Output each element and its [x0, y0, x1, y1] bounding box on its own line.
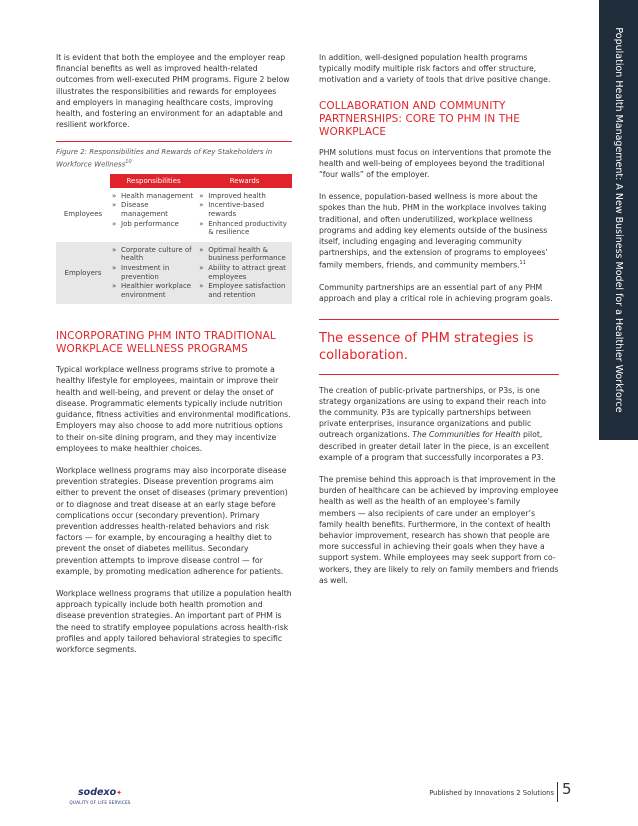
table-row-employers	[56, 242, 292, 305]
list-item: » Corporate culture of health	[112, 246, 195, 263]
footnote-ref: 11	[519, 260, 526, 267]
row-label-employees: Employees	[63, 210, 103, 219]
table-header-row	[56, 174, 292, 188]
paragraph-text: pilot, described in greater detail later in the piece, is an excellent example of a program that successfully incorporates a P3.	[319, 430, 549, 462]
list-item: » Job performance	[112, 220, 195, 229]
figure-caption	[56, 141, 292, 169]
employees-responsibilities	[110, 188, 197, 242]
left-column	[56, 52, 292, 666]
pullquote: The essence of PHM strategies is collaboration.	[319, 330, 534, 363]
pullquote-top-rule	[319, 319, 559, 320]
employers-responsibilities	[110, 242, 197, 305]
intro-paragraph: It is evident that both the employee and the employer reap financial benefits as well as improved health-related outcomes from well-executed PHM programs. Figure 2 below illustrates the responsibilities and rewards for employees and employers in managing healthcare costs, improving health, and fostering an environment for an adaptable and resilient workforce.	[56, 53, 290, 130]
list-item: » Ability to attract great employees	[199, 264, 290, 281]
list-item: » Disease management	[112, 201, 195, 218]
row-label-employers: Employers	[56, 242, 110, 305]
paragraph-p3s	[319, 385, 559, 463]
table-header-rewards: Rewards	[197, 174, 292, 188]
sidebar-banner	[599, 0, 638, 440]
list-item: » Healthier workplace environment	[112, 282, 195, 299]
employees-rewards	[197, 188, 292, 242]
list-item: » Health management	[112, 192, 195, 201]
paragraph-text: In essence, population-based wellness is more about the spokes than the hub. PHM in the workplace involves taking traditional, and often underutilized, workplace wellness programs and adding key elements outside of the business itself, including engaging and leveraging community partnerships, and the extension of programs to employees’ family members, friends, and community members.	[319, 192, 548, 270]
footer-published-by: Published by Innovations 2 Solutions	[429, 789, 554, 797]
paragraph-with-ref	[319, 191, 559, 271]
logo-tagline: QUALITY OF LIFE SERVICES	[69, 800, 131, 805]
logo-wordmark: sodexo	[78, 787, 117, 798]
list-item: » Enhanced productivity & resilience	[199, 220, 290, 237]
paragraph: In addition, well-designed population health programs typically modify multiple risk factors and offer structure, motivation and a variety of tools that drive positive change.	[319, 53, 551, 85]
sodexo-logo	[60, 780, 140, 805]
footer-divider	[557, 782, 558, 802]
figure-caption-ref: 10	[125, 158, 132, 165]
section-heading-collaboration: COLLABORATION AND COMMUNITY PARTNERSHIPS: CORE TO PHM IN THE WORKPLACE	[319, 99, 521, 138]
list-item: » Employee satisfaction and retention	[199, 282, 290, 299]
right-column	[319, 52, 559, 597]
table-header-responsibilities: Responsibilities	[110, 174, 197, 188]
paragraph-text: The creation of public-private partnerships, or P3s, is one strategy organizations are using to expand their reach into the community. P3s are typically partnerships between private enterprises, insurance organizations and public outreach organizations.	[319, 385, 546, 440]
pullquote-bottom-rule	[319, 374, 559, 375]
list-item: » Investment in prevention	[112, 264, 195, 281]
table-row-employees	[56, 188, 292, 242]
paragraph: Workplace wellness programs that utilize a population health approach typically include both health promotion and disease prevention strategies. An important part of PHM is the need to stratify employee populations across health-risk profiles and apply tailored behavioral strategies to specific workforce segments.	[56, 588, 292, 654]
responsibilities-rewards-table	[56, 174, 292, 305]
sidebar-title: Population Health Management: A New Business Model for a Healthier Workforce	[613, 27, 624, 413]
paragraph: The premise behind this approach is that improvement in the burden of healthcare can be achieved by improving employee health as well as the health of an employee’s family members — also recipients of care under an employer’s family health benefits. Furthermore, in the context of health behavior improvement, research has shown that people are more successful in achieving their goals when they have a support system. While employees may seek support from co-workers, they are likely to rely on family members and friends as well.	[319, 475, 559, 585]
paragraph: Typical workplace wellness programs strive to promote a healthy lifestyle for employees, maintain or improve their health and well-being, and prevent or delay the onset of disease. Programmatic elements typically include nutrition guidance, fitness activities and environmental modifications. Employers may also choose to add more nutritious options to their on-site dining program, and they may incentivize employees to make healthier choices.	[56, 365, 291, 453]
employers-rewards	[197, 242, 292, 305]
italic-program-name: The Communities for Health	[412, 430, 521, 440]
table-header-blank	[56, 174, 110, 188]
list-item: » Incentive-based rewards	[199, 201, 290, 218]
section-heading-incorporating-phm: INCORPORATING PHM INTO TRADITIONAL WORKPLACE WELLNESS PROGRAMS	[56, 330, 276, 356]
paragraph: Workplace wellness programs may also incorporate disease prevention strategies. Disease prevention programs aim either to prevent the onset of diseases (primary prevention) or to diagnose and treat disease at an early stage before complications occur (secondary prevention). Primary prevention addresses health-related behaviors and risk factors — for example, by encouraging a healthy diet to prevent the onset of diabetes mellitus. Secondary prevention attempts to improve disease control — for example, by promoting medication adherence for patients.	[56, 465, 288, 576]
page-number: 5	[562, 780, 572, 798]
figure-caption-text: Figure 2: Responsibilities and Rewards of Key Stakeholders in Workforce Wellness	[56, 148, 273, 169]
list-item: » Optimal health & business performance	[199, 246, 290, 263]
logo-star-icon: ✦	[116, 789, 122, 797]
paragraph: PHM solutions must focus on interventions that promote the health and well-being of employees beyond the traditional “four walls” of the employer.	[319, 147, 552, 180]
list-item: » Improved health	[199, 192, 290, 201]
paragraph: Community partnerships are an essential part of any PHM approach and play a critical role in achieving program goals.	[319, 283, 553, 304]
